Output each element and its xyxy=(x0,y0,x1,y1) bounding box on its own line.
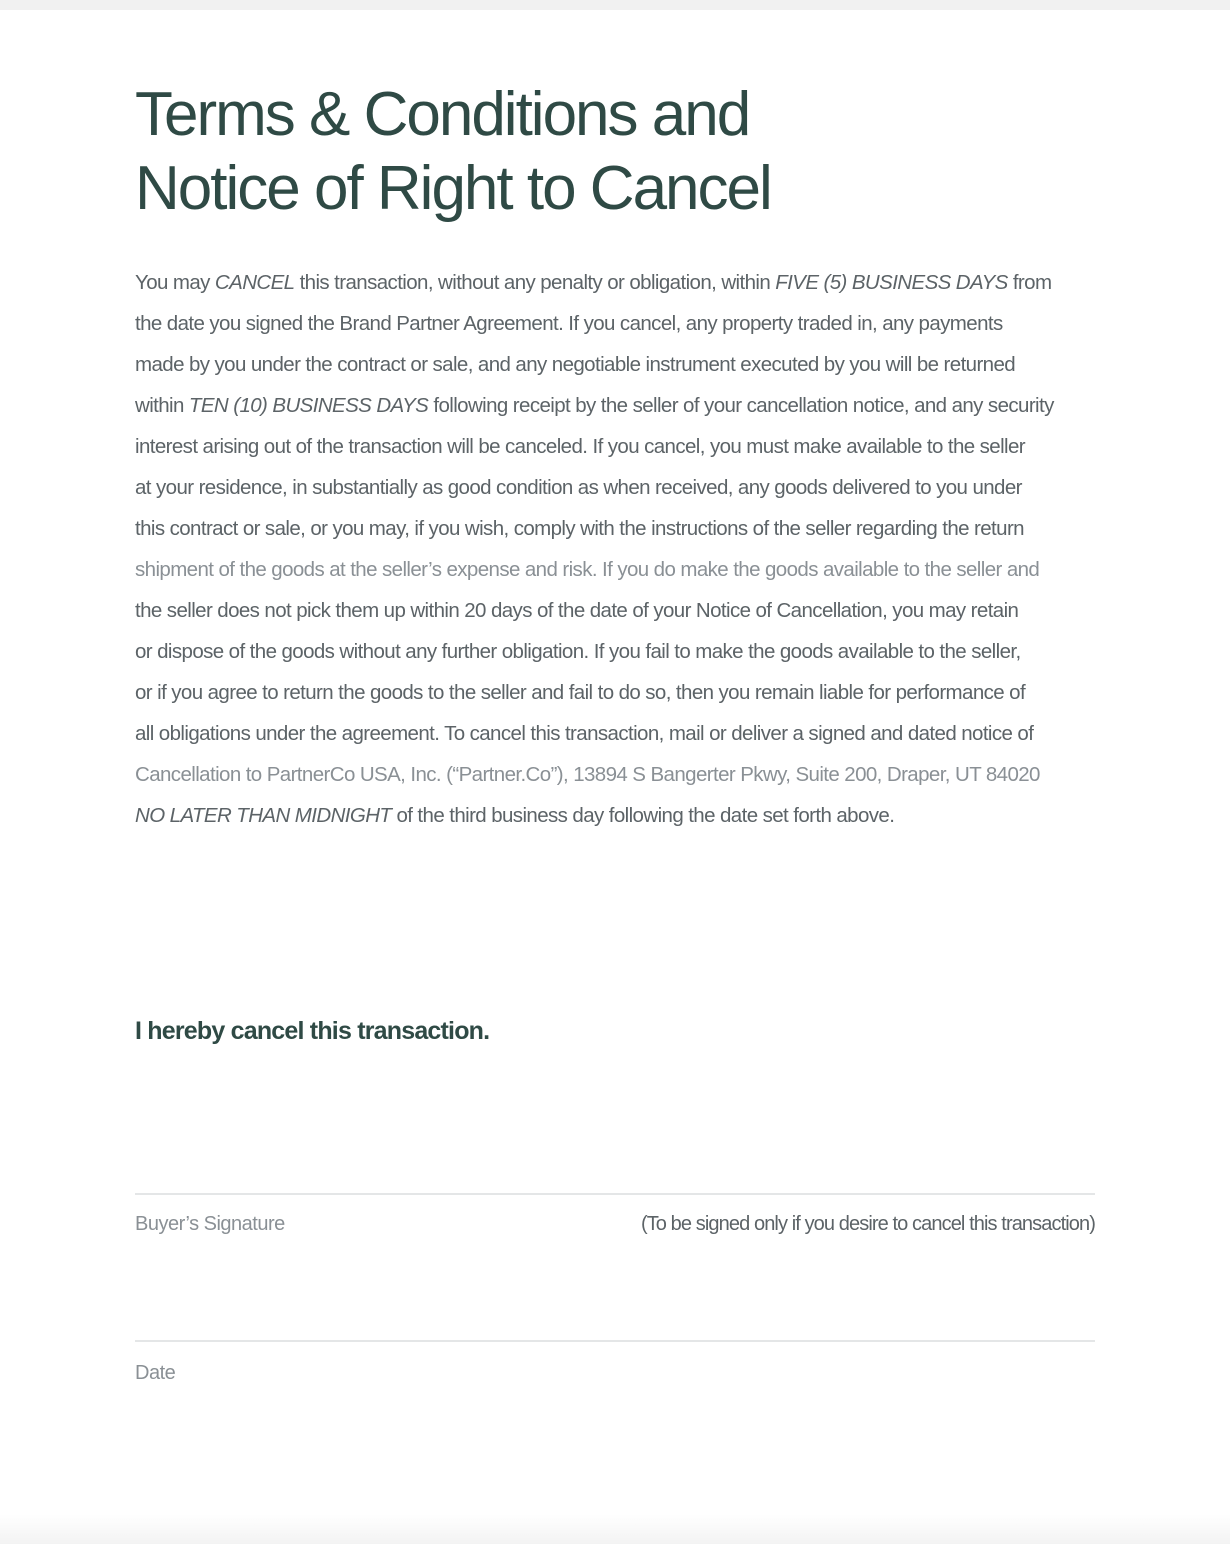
notice-line xyxy=(135,795,1097,836)
notice-line: shipment of the goods at the seller’s expense and risk. If you do make the goods available to the seller and xyxy=(135,558,1040,581)
notice-emphasis: FIVE (5) BUSINESS DAYS xyxy=(775,271,1008,294)
notice-text: this transaction, without any penalty or obligation, within xyxy=(294,271,776,294)
title-line-2: Notice of Right to Cancel xyxy=(135,154,771,223)
notice-line: all obligations under the agreement. To cancel this transaction, mail or deliver a signed and dated notice of xyxy=(135,722,1034,745)
title-line-1: Terms & Conditions and xyxy=(135,80,750,149)
notice-line xyxy=(135,262,1097,303)
notice-text: of the third business day following the date set forth above. xyxy=(391,804,895,827)
buyer-signature-label: Buyer’s Signature xyxy=(135,1213,285,1235)
notice-emphasis: TEN (10) BUSINESS DAYS xyxy=(188,394,429,417)
notice-emphasis: CANCEL xyxy=(214,271,295,294)
signature-instruction-note: (To be signed only if you desire to cancel this transaction) xyxy=(640,1213,1095,1235)
notice-text: within xyxy=(135,394,189,417)
notice-line: Cancellation to PartnerCo USA, Inc. (“Partner.Co”), 13894 S Bangerter Pkwy, Suite 200, Draper, UT 84020 xyxy=(135,763,1040,786)
notice-line: made by you under the contract or sale, and any negotiable instrument executed by you will be returned xyxy=(135,353,1016,376)
notice-line: the date you signed the Brand Partner Agreement. If you cancel, any property traded in, any payments xyxy=(135,312,1003,335)
notice-text: following receipt by the seller of your cancellation notice, and any security xyxy=(428,394,1054,417)
date-label: Date xyxy=(135,1362,176,1384)
notice-text: You may xyxy=(135,271,215,294)
cancellation-notice-paragraph xyxy=(135,262,1097,836)
signature-line[interactable] xyxy=(135,1193,1095,1195)
notice-emphasis: NO LATER THAN MIDNIGHT xyxy=(135,804,392,827)
notice-line: interest arising out of the transaction will be canceled. If you cancel, you must make available to the seller xyxy=(135,435,1026,458)
notice-line xyxy=(135,385,1097,426)
bottom-edge xyxy=(0,1514,1230,1544)
date-line[interactable] xyxy=(135,1340,1095,1342)
notice-line: this contract or sale, or you may, if you wish, comply with the instructions of the seller regarding the return xyxy=(135,517,1024,540)
page-title xyxy=(135,78,771,226)
notice-line: the seller does not pick them up within 20 days of the date of your Notice of Cancellation, you may retain xyxy=(135,599,1019,622)
notice-line: at your residence, in substantially as good condition as when received, any goods delivered to you under xyxy=(135,476,1022,499)
notice-text: from xyxy=(1007,271,1052,294)
notice-line: or if you agree to return the goods to the seller and fail to do so, then you remain liable for performance of xyxy=(135,681,1026,704)
cancel-declaration-heading: I hereby cancel this transaction. xyxy=(135,1017,490,1045)
top-strip xyxy=(0,0,1230,10)
notice-line: or dispose of the goods without any further obligation. If you fail to make the goods available to the seller, xyxy=(135,640,1021,663)
